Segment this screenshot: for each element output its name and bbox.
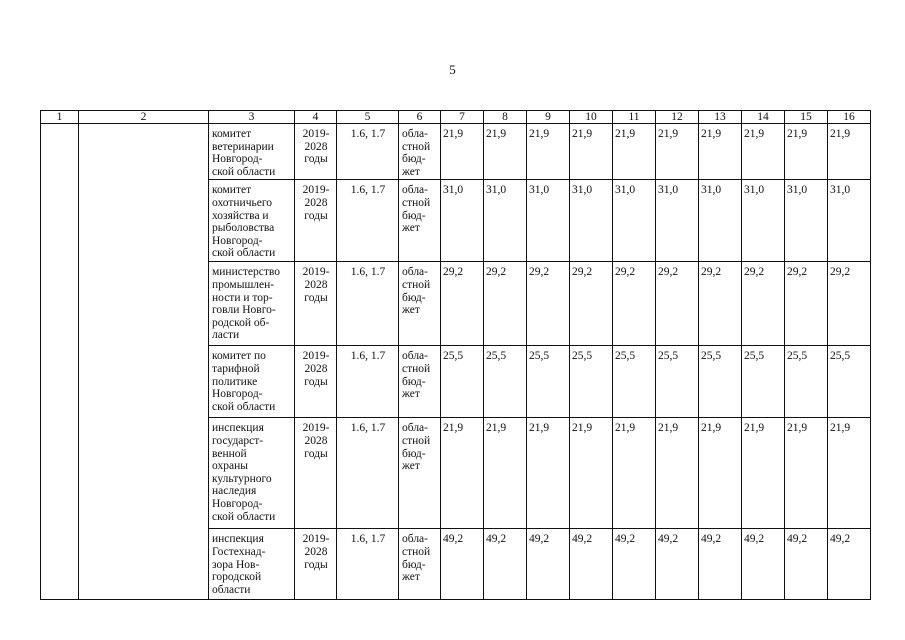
funding-source-cell: обла- стной бюд- жет <box>399 346 441 418</box>
value-cell-year-9: 31,0 <box>785 180 828 262</box>
column-number-13: 13 <box>699 111 742 124</box>
table-row <box>41 124 871 180</box>
value-cell-year-8: 29,2 <box>742 262 785 346</box>
items-cell: 1.6, 1.7 <box>337 346 399 418</box>
value-cell-year-4: 21,9 <box>570 418 613 529</box>
term-cell: 2019- 2028 годы <box>295 418 337 529</box>
value-cell-year-6: 21,9 <box>656 418 699 529</box>
value-cell-year-3: 49,2 <box>527 529 570 600</box>
value-cell-year-10: 29,2 <box>828 262 871 346</box>
value-cell-year-10: 21,9 <box>828 124 871 180</box>
executor-cell: комитет охотничьего хозяйства и рыболовства Новгород- ской области <box>209 180 295 262</box>
term-cell: 2019- 2028 годы <box>295 262 337 346</box>
table-body <box>41 124 871 600</box>
column-number-8: 8 <box>484 111 527 124</box>
items-cell: 1.6, 1.7 <box>337 124 399 180</box>
term-cell: 2019- 2028 годы <box>295 529 337 600</box>
value-cell-year-6: 31,0 <box>656 180 699 262</box>
value-cell-year-2: 21,9 <box>484 124 527 180</box>
executor-cell: инспекция государст- венной охраны культурного наследия Новгород- ской области <box>209 418 295 529</box>
executor-cell: министерство промышлен- ности и тор- говли Новго- родской об- ласти <box>209 262 295 346</box>
value-cell-year-10: 49,2 <box>828 529 871 600</box>
value-cell-year-1: 25,5 <box>441 346 484 418</box>
value-cell-year-7: 21,9 <box>699 418 742 529</box>
value-cell-year-2: 31,0 <box>484 180 527 262</box>
column-number-7: 7 <box>441 111 484 124</box>
items-cell: 1.6, 1.7 <box>337 529 399 600</box>
name-cell-merged <box>79 124 209 600</box>
funding-source-cell: обла- стной бюд- жет <box>399 262 441 346</box>
value-cell-year-6: 29,2 <box>656 262 699 346</box>
column-number-2: 2 <box>79 111 209 124</box>
value-cell-year-4: 21,9 <box>570 124 613 180</box>
value-cell-year-2: 25,5 <box>484 346 527 418</box>
value-cell-year-6: 49,2 <box>656 529 699 600</box>
executor-cell: комитет по тарифной политике Новгород- ской области <box>209 346 295 418</box>
value-cell-year-5: 31,0 <box>613 180 656 262</box>
value-cell-year-5: 25,5 <box>613 346 656 418</box>
value-cell-year-4: 31,0 <box>570 180 613 262</box>
value-cell-year-1: 29,2 <box>441 262 484 346</box>
funding-source-cell: обла- стной бюд- жет <box>399 418 441 529</box>
value-cell-year-4: 25,5 <box>570 346 613 418</box>
value-cell-year-10: 31,0 <box>828 180 871 262</box>
budget-table <box>40 110 871 600</box>
value-cell-year-6: 21,9 <box>656 124 699 180</box>
value-cell-year-8: 21,9 <box>742 124 785 180</box>
column-number-10: 10 <box>570 111 613 124</box>
header-row <box>41 111 871 124</box>
column-number-5: 5 <box>337 111 399 124</box>
term-cell: 2019- 2028 годы <box>295 124 337 180</box>
value-cell-year-7: 31,0 <box>699 180 742 262</box>
value-cell-year-5: 21,9 <box>613 418 656 529</box>
value-cell-year-3: 31,0 <box>527 180 570 262</box>
column-number-14: 14 <box>742 111 785 124</box>
column-number-11: 11 <box>613 111 656 124</box>
column-number-12: 12 <box>656 111 699 124</box>
items-cell: 1.6, 1.7 <box>337 418 399 529</box>
number-cell-merged <box>41 124 79 600</box>
items-cell: 1.6, 1.7 <box>337 262 399 346</box>
value-cell-year-3: 29,2 <box>527 262 570 346</box>
value-cell-year-1: 21,9 <box>441 418 484 529</box>
funding-source-cell: обла- стной бюд- жет <box>399 529 441 600</box>
value-cell-year-7: 21,9 <box>699 124 742 180</box>
value-cell-year-1: 21,9 <box>441 124 484 180</box>
funding-source-cell: обла- стной бюд- жет <box>399 180 441 262</box>
value-cell-year-3: 25,5 <box>527 346 570 418</box>
value-cell-year-7: 25,5 <box>699 346 742 418</box>
value-cell-year-5: 29,2 <box>613 262 656 346</box>
column-number-6: 6 <box>399 111 441 124</box>
value-cell-year-3: 21,9 <box>527 418 570 529</box>
column-number-9: 9 <box>527 111 570 124</box>
executor-cell: комитет ветеринарии Новгород- ской области <box>209 124 295 180</box>
value-cell-year-8: 25,5 <box>742 346 785 418</box>
value-cell-year-9: 29,2 <box>785 262 828 346</box>
value-cell-year-1: 49,2 <box>441 529 484 600</box>
value-cell-year-10: 25,5 <box>828 346 871 418</box>
value-cell-year-8: 49,2 <box>742 529 785 600</box>
funding-source-cell: обла- стной бюд- жет <box>399 124 441 180</box>
value-cell-year-1: 31,0 <box>441 180 484 262</box>
column-number-1: 1 <box>41 111 79 124</box>
value-cell-year-5: 21,9 <box>613 124 656 180</box>
value-cell-year-7: 49,2 <box>699 529 742 600</box>
value-cell-year-5: 49,2 <box>613 529 656 600</box>
value-cell-year-10: 21,9 <box>828 418 871 529</box>
column-number-3: 3 <box>209 111 295 124</box>
column-number-4: 4 <box>295 111 337 124</box>
value-cell-year-4: 49,2 <box>570 529 613 600</box>
value-cell-year-3: 21,9 <box>527 124 570 180</box>
value-cell-year-2: 21,9 <box>484 418 527 529</box>
value-cell-year-4: 29,2 <box>570 262 613 346</box>
value-cell-year-6: 25,5 <box>656 346 699 418</box>
items-cell: 1.6, 1.7 <box>337 180 399 262</box>
term-cell: 2019- 2028 годы <box>295 180 337 262</box>
column-number-16: 16 <box>828 111 871 124</box>
value-cell-year-8: 21,9 <box>742 418 785 529</box>
value-cell-year-9: 49,2 <box>785 529 828 600</box>
value-cell-year-9: 21,9 <box>785 418 828 529</box>
value-cell-year-2: 29,2 <box>484 262 527 346</box>
term-cell: 2019- 2028 годы <box>295 346 337 418</box>
value-cell-year-8: 31,0 <box>742 180 785 262</box>
executor-cell: инспекция Гостехнад- зора Нов- городской области <box>209 529 295 600</box>
value-cell-year-9: 21,9 <box>785 124 828 180</box>
column-number-15: 15 <box>785 111 828 124</box>
page-number: 5 <box>449 62 456 77</box>
value-cell-year-2: 49,2 <box>484 529 527 600</box>
value-cell-year-7: 29,2 <box>699 262 742 346</box>
value-cell-year-9: 25,5 <box>785 346 828 418</box>
